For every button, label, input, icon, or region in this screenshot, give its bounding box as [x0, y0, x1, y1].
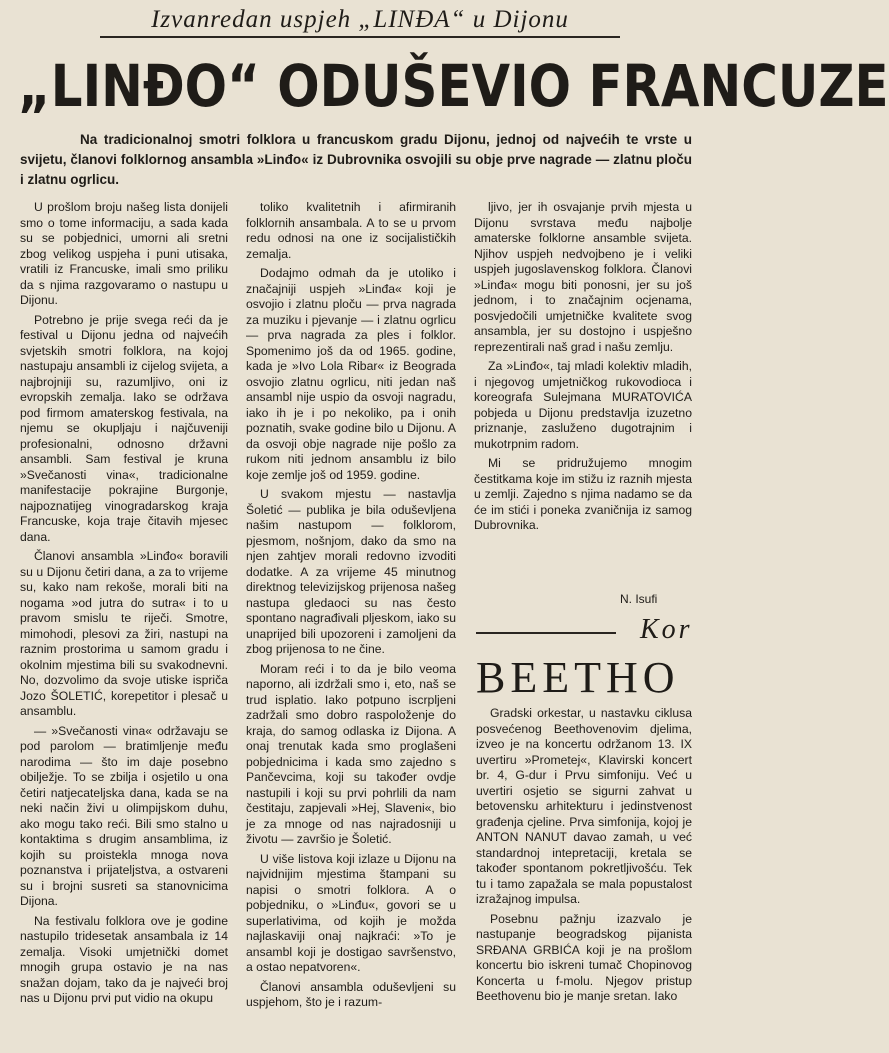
section-divider — [476, 632, 616, 634]
author-signature: N. Isufi — [620, 592, 658, 606]
paragraph: Gradski orkestar, u nastavku ciklusa posvećenog Beethovenovim djelima, izveo je na koncertu održanom 13. IX uvertiru »Prometej«, Klavirski koncert br. 4, G-dur i Prvu simfoniju. Već u uvertiri osjetio se sigurni zahvat u betovensku arhitekturu i jedinstvenost građenja cjeline. Prva simfonija, kojoj je ANTON NANUT davao zamah, u već standardnoj intepretaciji, kretala se također spontanom pokretljivošću. Tek tu i tamo zapažala se mala popustalost izražajnog impulsa. — [476, 706, 692, 906]
article-column-3 — [474, 200, 692, 590]
next-article-kicker: Kor — [640, 614, 693, 645]
paragraph: toliko kvalitetnih i afirmiranih folklornih ansambala. A to se u prvom redu odnosi na one iz socijalističkih zemalja. — [246, 200, 456, 261]
paragraph: U svakom mjestu — nastavlja Šoletić — publika je bila oduševljena našim nastupom — folklorom, pjesmom, nošnjom, dako da smo na njen zahtjev morali redovno izvoditi dodatke. A za vrijeme 45 minutnog direktnog televizijskog prijenosa našeg nastupa gledaoci su nas često spontano nagrađivali pljeskom, iako su unaprijed bili upozoreni i zamoljeni da zbog prijenosa to ne čine. — [246, 487, 456, 656]
paragraph: Potrebno je prije svega reći da je festival u Dijonu jedna od najvećih svjetskih smotri folklora, na kojoj nastupaju ansambli iz cijelog svijeta, a najbrojniji su, razumljivo, oni iz evropskih zemalja. Iako se održava pod firmom amaterskog festivala, na njemu se okupljaju i najčuveniji profesionalni, odnosno državni ansambli. Sam festival je kruna »Svečanosti vina«, tradicionalne manifestacije pokrajine Burgonje, najpoznatijeg vinogradarskog kraja Francuske, koja traje čitavih mjesec dana. — [20, 312, 228, 544]
paragraph: Mi se pridružujemo mnogim čestitkama koje im stižu iz raznih mjesta u zemlji. Zajedno s njima nadamo se da će im stići i poneka zvaničnija iz samog Dubrovnika. — [474, 456, 692, 532]
article-headline: „LINĐO“ ODUŠEVIO FRANCUZE — [18, 52, 889, 120]
article-kicker: Izvanredan uspjeh „LINĐA“ u Dijonu — [100, 6, 620, 38]
paragraph: ljivo, jer ih osvajanje prvih mjesta u Dijonu svrstava među najbolje amaterske folklorne ansamble svijeta. Njihov uspjeh nedvojbeno je i veliki uspjeh jugoslavenskog folklora. Članovi »Linđa« mogu biti ponosni, jer su još jednom, i to značajnim ocjenama, posvjedočili umjetničke kvalitete svog ansambla, jer su dostojno i uspješno reprezentirali naš grad i našu zemlju. — [474, 200, 692, 354]
article-column-1 — [20, 200, 228, 1050]
paragraph: Moram reći i to da je bilo veoma naporno, ali izdržali smo i, eto, naš se trud isplatio. Iako potpuno iscrpljeni zadržali smo dobro raspoloženje do kraja, do samog odlaska iz Dijona. A onaj trenutak kada smo proglašeni pobjednicima i kada smo zajedno s Pančevcima, koji su također ovdje nastupili i koji su prvi pohrlili da nam čestitaju, zapjevali »Hej, Slaveni«, bio je za mnoge od nas najradosniji u životu — završio je Šoletić. — [246, 661, 456, 846]
paragraph: Posebnu pažnju izazvalo je nastupanje beogradskog pijanista SRĐANA GRBIĆA koji je na prošlom koncertu bio iskreni tumač Chopinovog Koncerta u f-molu. Njegov pristup Beethovenu bio je manje sretan. Iako — [476, 911, 692, 1003]
paragraph: Članovi ansambla »Linđo« boravili su u Dijonu četiri dana, a za to vrijeme su, kako nam rekoše, morali biti na nogama »od jutra do sutra« i to u pravom smislu te riječi. Smotre, mimohodi, plesovi za žiri, nastupi na raznim prostorima u samom gradu i okolnim mjestima bili su svakodnevni. No, dozvolimo da svoje utiske ispriča Jozo ŠOLETIĆ, korepetitor i plesač u ansamblu. — [20, 549, 228, 718]
paragraph: U prošlom broju našeg lista donijeli smo o tome informaciju, a sada kada su se pobjednici, umorni ali sretni zbog velikog uspjeha i puni utisaka, vratili iz Francuske, imali smo priliku da s njima razgovaramo o nastupu u Dijonu. — [20, 200, 228, 307]
paragraph: Dodajmo odmah da je utoliko i značajniji uspjeh »Linđa« koji je osvojio i zlatnu ploču — prva nagrada za muziku i pjevanje — i zlatnu ogrlicu — prva nagrada za ples i folklor. Spomenimo još da od 1965. godine, kada je »Ivo Lola Ribar« iz Beograda osvojio zlatnu ogrlicu, niti jedan naš ansambl nije uspio da osvoji nagradu, iako ih je i po nekoliko, pa i onih poznatih, svake godine bilo u Dijonu. A da osvoji obje nagrade nije pošlo za rukom niti jednom ansamblu iz bilo koje zemlje još od 1959. godine. — [246, 266, 456, 482]
paragraph: — »Svečanosti vina« održavaju se pod parolom — bratimljenje među narodima — što im daje posebno obilježje. To se zbilja i osjetilo u ona četiri natjecateljska dana, kada se na neki način živi u olimpijskom duhu, ako mogu tako reći. Bili smo stalno u kontaktima s drugim ansamblima, iz kojih su proistekla mnoga nova poznanstva i prijateljstva, a ostvareni su i brojni susreti sa stanovnicima Dijona. — [20, 723, 228, 908]
article-lead: Na tradicionalnoj smotri folklora u francuskom gradu Dijonu, jednoj od najvećih te vrste u svijetu, članovi folklornog ansambla »Linđo« iz Dubrovnika osvojili su obje prve nagrade — zlatnu ploču i zlatnu ogrlicu. — [20, 132, 692, 187]
paragraph: Članovi ansambla oduševljeni su uspjehom, što je i razum- — [246, 979, 456, 1009]
paragraph: U više listova koji izlaze u Dijonu na najvidnijim mjestima štampani su napisi o smotri folklora. A o pobjedniku, o »Linđu«, govori se u superlativima, od kojih je možda najlaskaviji onaj najkraći: »To je ansambl koji je dostigao savršenstvo, a ostao nepatvoren«. — [246, 851, 456, 974]
article-column-2 — [246, 200, 456, 1050]
paragraph: Za »Linđo«, taj mladi kolektiv mladih, i njegovog umjetničkog rukovodioca i koreografa Sulejmana MURATOVIĆA pobjeda u Dijonu predstavlja izuzetno priznanje, zasluženo dugotrajnim i mukotrpnim radom. — [474, 359, 692, 451]
next-article-title: BEETHO — [476, 653, 680, 702]
paragraph: Na festivalu folklora ove je godine nastupilo tridesetak ansambala iz 14 zemalja. Visoki umjetnički domet mnogih grupa ostavio je na nas snažan dojam, tako da je najveći broj nas u Dijonu prvi put vidio na okupu — [20, 913, 228, 1005]
next-article-column — [476, 706, 692, 1051]
